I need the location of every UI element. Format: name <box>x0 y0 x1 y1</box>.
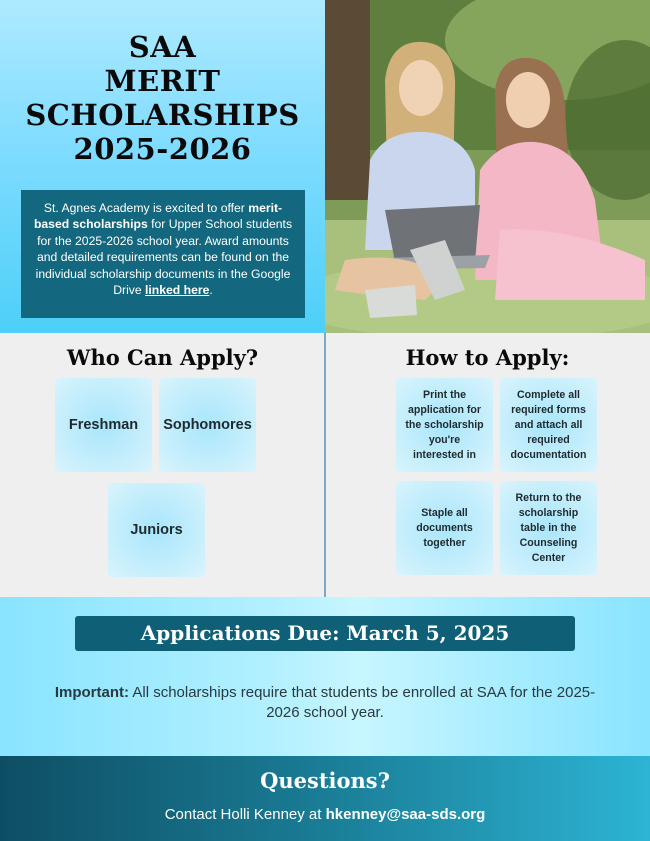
title-line-3: SCHOLARSHIPS <box>25 98 300 132</box>
intro-box <box>21 190 305 318</box>
title-panel <box>0 0 325 333</box>
contact-text: Contact Holli Kenney at <box>164 806 326 823</box>
intro-text-3: . <box>209 283 213 298</box>
students-photo <box>325 0 650 333</box>
intro-text-2: for Upper School students for the 2025-2026 school year. Award amounts and detailed requirements can be found on the individual scholarship documents in the Google Drive <box>35 217 293 298</box>
footer <box>0 756 650 841</box>
important-note <box>40 683 610 723</box>
questions-title: Questions? <box>260 768 390 793</box>
title-line-4: 2025-2026 <box>73 132 252 166</box>
title-line-1: SAA <box>128 30 197 64</box>
title-line-2: MERIT <box>104 64 221 98</box>
page-title <box>0 30 325 166</box>
important-label: Important: <box>54 684 130 701</box>
eligibility-card-sophomores: Sophomores <box>159 378 256 472</box>
how-to-apply-title: How to Apply: <box>405 345 570 370</box>
step-card-1: Print the application for the scholarship you're interested in <box>396 378 493 472</box>
intro-text-1: St. Agnes Academy is excited to offer <box>43 201 249 215</box>
deadline-banner: Applications Due: March 5, 2025 <box>75 616 575 651</box>
step-card-4: Return to the scholarship table in the Counseling Center <box>500 481 597 575</box>
contact-email-link[interactable]: hkenney@saa-sds.org <box>325 806 486 823</box>
contact-line <box>0 806 650 823</box>
intro-bold-text: merit-based scholarships <box>33 201 283 232</box>
eligibility-card-juniors: Juniors <box>108 483 205 577</box>
apply-section <box>0 333 650 597</box>
header-section <box>0 0 650 333</box>
section-divider <box>324 333 326 597</box>
drive-link[interactable]: linked here <box>145 283 210 298</box>
deadline-section <box>0 597 650 756</box>
eligibility-card-freshman: Freshman <box>55 378 152 472</box>
step-card-2: Complete all required forms and attach all required documentation <box>500 378 597 472</box>
who-can-apply-title: Who Can Apply? <box>66 345 259 370</box>
important-text: All scholarships require that students be enrolled at SAA for the 2025-2026 school year. <box>129 684 596 721</box>
step-card-3: Staple all documents together <box>396 481 493 575</box>
